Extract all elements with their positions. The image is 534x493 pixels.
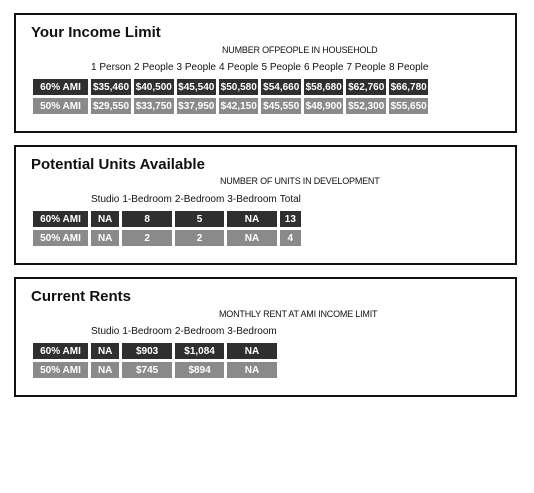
units-table-cell: NA [227,211,276,227]
rents-table [30,323,280,381]
rents-header-row [33,326,277,340]
units-column-header: Studio [91,194,120,205]
income-limit-panel [14,13,517,133]
income-column-header: 4 People [219,62,259,73]
income-row-label: 60% AMI [33,79,88,95]
rents-table-row [33,362,277,378]
income-table-cell: $58,680 [304,79,343,95]
income-subheading: NUMBER OFPEOPLE IN HOUSEHOLD [222,45,378,55]
rents-column-header: Studio [91,326,120,337]
rents-table-cell: NA [227,362,276,378]
rents-row-label: 60% AMI [33,343,88,359]
income-table-cell: $55,650 [389,98,428,114]
income-column-header: 5 People [261,62,301,73]
income-table-cell: $48,900 [304,98,343,114]
income-table-cell: $33,750 [134,98,173,114]
rents-table-cell: NA [91,362,119,378]
income-header-blank [33,62,88,76]
income-table-cell: $66,780 [389,79,428,95]
income-table-cell: $35,460 [91,79,131,95]
units-table-row [33,230,301,246]
units-row-label: 60% AMI [33,211,88,227]
rents-table-cell: $903 [122,343,171,359]
income-table-cell: $42,150 [219,98,258,114]
units-subheading: NUMBER OF UNITS IN DEVELOPMENT [220,176,380,186]
units-available-panel [14,145,517,265]
units-table-cell: 2 [175,230,224,246]
rents-row-label: 50% AMI [33,362,88,378]
units-table-cell: 4 [280,230,301,246]
income-limit-title: Your Income Limit [31,24,161,41]
income-table-cell: $62,760 [346,79,385,95]
rents-column-header: 2-Bedroom [174,326,225,337]
income-table-cell: $52,300 [346,98,385,114]
income-row-label: 50% AMI [33,98,88,114]
income-table-cell: $29,550 [91,98,131,114]
rents-column-header: 1-Bedroom [122,326,172,337]
income-table-cell: $37,950 [177,98,216,114]
income-table-cell: $50,580 [219,79,258,95]
rents-table-cell: NA [91,343,119,359]
units-column-header: 1-Bedroom [122,194,172,205]
income-column-header: 2 People [134,62,174,73]
rents-table-cell: NA [227,343,276,359]
income-table-row [33,98,428,114]
income-table-row [33,79,428,95]
units-table-cell: NA [91,230,119,246]
rents-table-cell: $894 [175,362,224,378]
income-table [30,59,431,117]
income-column-header: 7 People [346,62,386,73]
income-column-header: 8 People [388,62,429,73]
units-column-header: 2-Bedroom [174,194,225,205]
units-available-title: Potential Units Available [31,156,205,173]
units-row-label: 50% AMI [33,230,88,246]
rents-column-header: 3-Bedroom [227,326,277,337]
income-table-cell: $45,550 [261,98,300,114]
current-rents-panel [14,277,517,397]
units-table-cell: 13 [280,211,301,227]
units-table-cell: 2 [122,230,171,246]
income-column-header: 1 Person [91,62,132,73]
units-table-row [33,211,301,227]
current-rents-title: Current Rents [31,288,132,305]
rents-table-cell: $1,084 [175,343,224,359]
units-table-cell: 8 [122,211,171,227]
income-table-cell: $45,540 [177,79,216,95]
income-table-cell: $40,500 [134,79,173,95]
units-table-cell: 5 [175,211,224,227]
income-table-cell: $54,660 [261,79,300,95]
units-column-header: Total [279,194,301,205]
rents-subheading: MONTHLY RENT AT AMI INCOME LIMIT [219,309,378,319]
rents-header-blank [33,326,88,340]
rents-table-cell: $745 [122,362,171,378]
units-table [30,191,304,249]
rents-table-row [33,343,277,359]
units-header-blank [33,194,88,208]
income-header-row [33,62,428,76]
units-table-cell: NA [91,211,119,227]
units-table-cell: NA [227,230,276,246]
income-column-header: 3 People [176,62,216,73]
income-column-header: 6 People [303,62,344,73]
units-header-row [33,194,301,208]
units-column-header: 3-Bedroom [227,194,277,205]
